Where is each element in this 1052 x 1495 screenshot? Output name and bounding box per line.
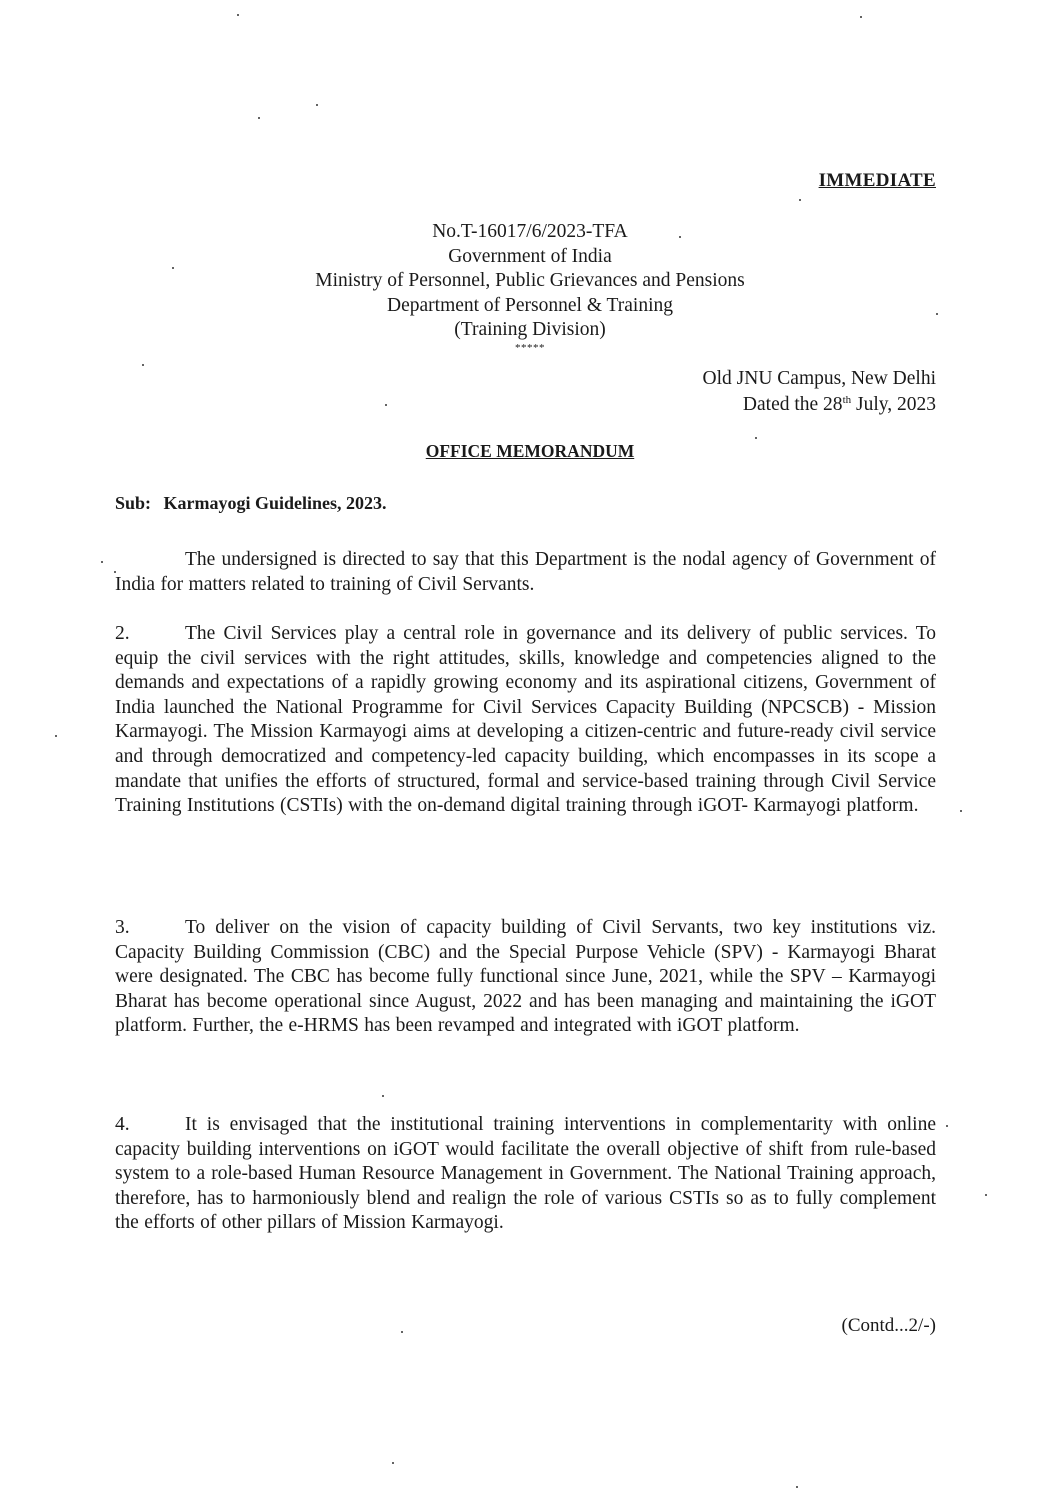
scan-speck <box>55 735 57 737</box>
scan-speck <box>799 199 801 201</box>
scan-speck <box>960 810 962 812</box>
paragraph-text: To deliver on the vision of capacity building of Civil Servants, two key institutions viz. Capacity Building Commission (CBC) and the Special Purpose Vehicle (SPV) - Karmayogi Bharat were designated. The CBC has become fully functional since June, 2021, while the SPV – Karmayogi Bharat has become operational since August, 2022 and has been managing and maintaining the iGOT platform. Further, the e-HRMS has been revamped and integrated with iGOT platform. <box>115 917 936 1037</box>
scan-speck <box>237 14 239 16</box>
date-superscript: th <box>842 394 852 406</box>
subject-text: Karmayogi Guidelines, 2023. <box>163 493 387 513</box>
scan-speck <box>392 1462 394 1464</box>
place: Old JNU Campus, New Delhi <box>702 368 936 389</box>
scan-speck <box>316 104 318 106</box>
scan-speck <box>860 16 862 18</box>
paragraph-number: 2. <box>115 623 130 644</box>
scan-speck <box>985 1194 987 1196</box>
separator-stars: ***** <box>515 341 545 354</box>
paragraph-text: The undersigned is directed to say that this Department is the nodal agency of Government of India for matters related to training of Civil Servants. <box>115 549 936 595</box>
paragraph-text: The Civil Services play a central role in governance and its delivery of public services. To equip the civil services with the right attitudes, skills, knowledge and competencies aligned to the demands and expectations of a rapidly growing economy and its aspirational citizens, Government of India launched the National Programme for Civil Services Capacity Building (NPCSCB) - Mission Karmayogi. The Mission Karmayogi aims at developing a citizen-centric and future-ready civil service and through democratized and competency-led capacity building, which encompasses in its scope a mandate that unifies the efforts of structured, formal and service-based training through Civil Service Training Institutions (CSTIs) with the on-demand digital training through iGOT- Karmayogi platform. <box>115 623 936 817</box>
scan-speck <box>796 1486 798 1488</box>
date-suffix: July, 2023 <box>851 394 936 415</box>
scan-speck <box>936 313 938 315</box>
date <box>703 392 936 418</box>
continuation-marker: (Contd...2/-) <box>841 1315 936 1336</box>
scan-speck <box>385 404 387 406</box>
header-line-ministry: Ministry of Personnel, Public Grievances and Pensions <box>315 270 745 291</box>
paragraph-number: 4. <box>115 1114 130 1135</box>
place-and-date <box>703 366 936 418</box>
reference-number: No.T-16017/6/2023-TFA <box>432 221 628 242</box>
paragraph-text: It is envisaged that the institutional training interventions in complementarity with online capacity building interventions on iGOT would facilitate the overall objective of shift from rule-based system to a role-based Human Resource Management in Government. The National Training approach, therefore, has to harmoniously blend and realign the role of various CSTIs so as to fully complement the efforts of other pillars of Mission Karmayogi. <box>115 1114 936 1234</box>
subject-label: Sub: <box>115 493 152 513</box>
paragraph-3 <box>115 916 936 1039</box>
paragraph-2 <box>115 622 936 819</box>
scan-speck <box>258 117 260 119</box>
subject-line <box>115 493 387 514</box>
paragraph-4 <box>115 1113 936 1236</box>
letterhead <box>230 220 830 353</box>
date-prefix: Dated the 28 <box>742 394 843 415</box>
scan-speck <box>401 1331 403 1333</box>
scan-speck <box>755 437 757 439</box>
document-title: OFFICE MEMORANDUM <box>425 441 635 461</box>
paragraph-number: 3. <box>115 917 130 938</box>
priority-marking: IMMEDIATE <box>818 170 936 191</box>
scan-speck <box>946 1125 948 1127</box>
header-line-department: Department of Personnel & Training <box>387 294 673 316</box>
scan-speck <box>382 1095 384 1097</box>
header-line-division: (Training Division) <box>454 319 606 340</box>
scan-speck <box>142 364 144 366</box>
header-line-government: Government of India <box>448 245 612 267</box>
scan-speck <box>172 267 174 269</box>
paragraph-1 <box>115 548 936 597</box>
scan-speck <box>101 561 103 563</box>
